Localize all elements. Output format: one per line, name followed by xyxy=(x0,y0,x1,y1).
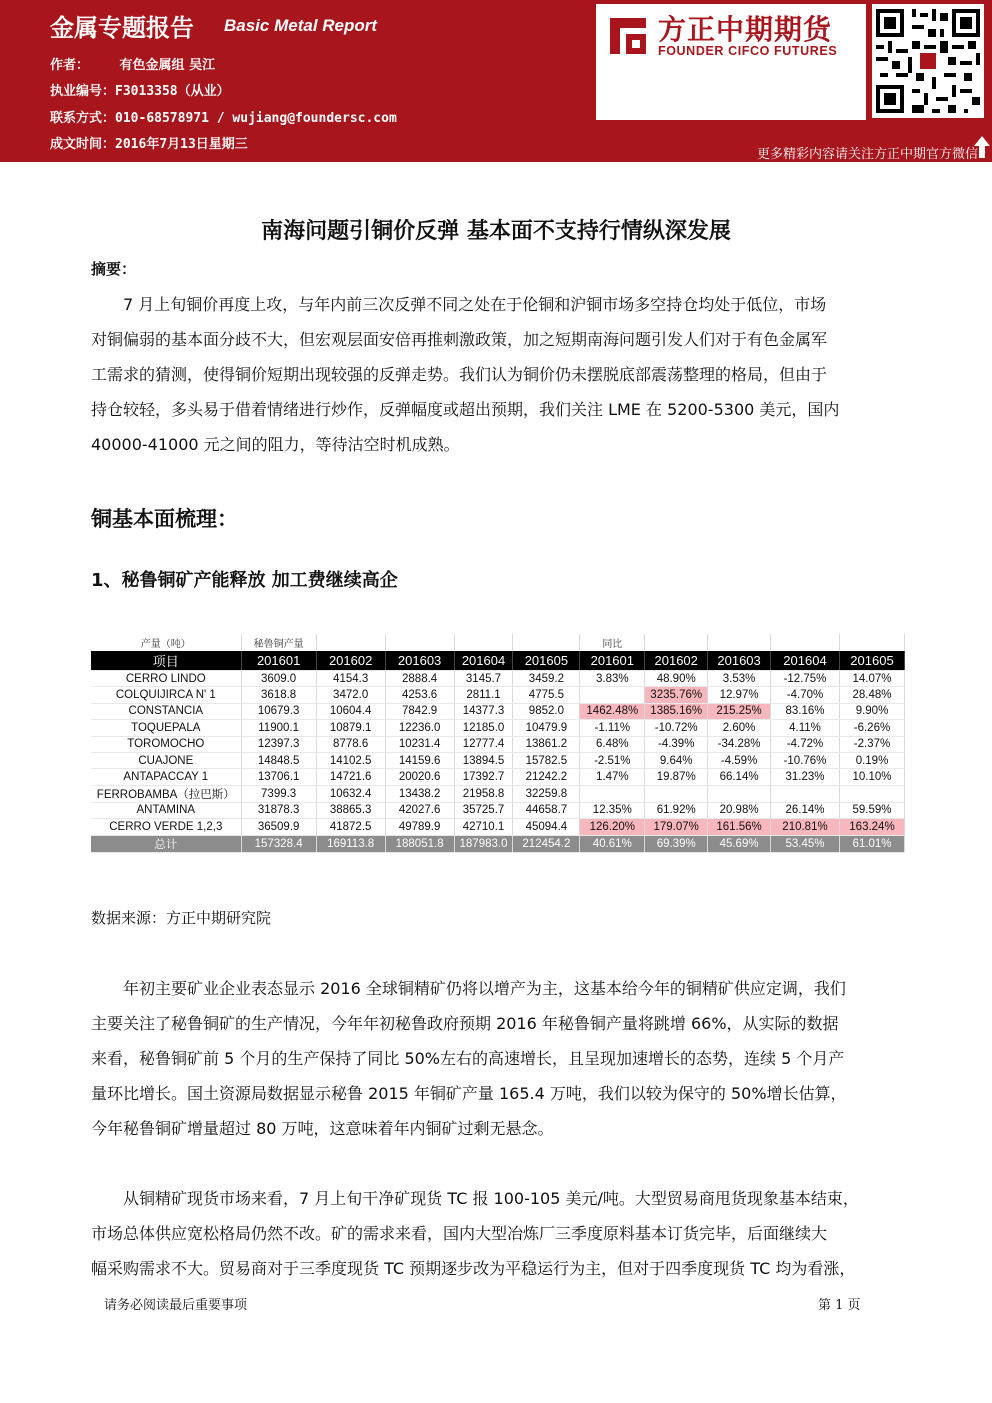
column-header: 201604 xyxy=(454,651,513,671)
table-header-row xyxy=(91,651,905,671)
table-cell: -34.28% xyxy=(708,736,771,752)
table-cell: 210.81% xyxy=(771,819,840,835)
unit-label: 产量（吨） xyxy=(91,634,241,651)
logo-english-name: FOUNDER CIFCO FUTURES xyxy=(658,44,838,58)
table-cell: 61.01% xyxy=(839,835,904,852)
column-header: 201602 xyxy=(316,651,385,671)
table-cell: 215.25% xyxy=(708,703,771,719)
table-cell: -4.72% xyxy=(771,736,840,752)
table-top-label-row xyxy=(91,634,905,651)
license-line xyxy=(50,80,230,99)
table-cell: 38865.3 xyxy=(316,802,385,818)
date-line xyxy=(50,133,248,152)
table-cell: 8778.6 xyxy=(316,736,385,752)
table-cell: 0.19% xyxy=(839,752,904,768)
date-value: 2016年7月13日星期三 xyxy=(115,137,248,152)
table-cell: -12.75% xyxy=(771,671,840,687)
arrow-up-icon xyxy=(972,134,992,160)
table-row xyxy=(91,671,905,687)
paragraph-line: 幅采购需求不大。贸易商对于三季度现货 TC 预期逐步改为平稳运行为主，但对于四季度现货 TC 均为看涨， xyxy=(91,1259,856,1278)
mine-name-cell: ANTAPACCAY 1 xyxy=(91,769,241,785)
table-cell: 10879.1 xyxy=(316,720,385,736)
table-cell: 4154.3 xyxy=(316,671,385,687)
sub-heading: 1、秘鲁铜矿产能释放 加工费继续高企 xyxy=(91,570,398,591)
table-cell: 48.90% xyxy=(645,671,708,687)
abstract-line: 对铜偏弱的基本面分歧不大，但宏观层面安倍再推刺激政策，加之短期南海问题引发人们对于有色金属军 xyxy=(91,330,828,349)
table-total-row xyxy=(91,835,905,852)
column-header: 项目 xyxy=(91,651,241,671)
table-cell: 10479.9 xyxy=(513,720,580,736)
table-cell: 2.60% xyxy=(708,720,771,736)
table-cell: 1385.16% xyxy=(645,703,708,719)
table-cell: 9.90% xyxy=(839,703,904,719)
table-cell: 10632.4 xyxy=(316,785,385,802)
contact-line xyxy=(50,107,397,126)
table-cell: 3.83% xyxy=(580,671,645,687)
table-cell: 4253.6 xyxy=(385,687,454,703)
table-cell: 3.53% xyxy=(708,671,771,687)
yoy-label: 同比 xyxy=(580,634,645,651)
logo-mark-icon xyxy=(606,14,650,58)
output-label: 秘鲁铜产量 xyxy=(241,634,316,651)
table-cell xyxy=(771,785,840,802)
table-cell: 3145.7 xyxy=(454,671,513,687)
table-cell: 45.69% xyxy=(708,835,771,852)
table-cell: 13706.1 xyxy=(241,769,316,785)
table-cell: -4.70% xyxy=(771,687,840,703)
column-header: 201602 xyxy=(645,651,708,671)
table-cell: 26.14% xyxy=(771,802,840,818)
table-cell: -10.72% xyxy=(645,720,708,736)
paragraph-line: 量环比增长。国土资源局数据显示秘鲁 2015 年铜矿产量 165.4 万吨，我们以较为保守的 50%增长估算， xyxy=(91,1084,847,1103)
table-cell: 19.87% xyxy=(645,769,708,785)
table-cell: 20020.6 xyxy=(385,769,454,785)
table-cell: 212454.2 xyxy=(513,835,580,852)
table-cell xyxy=(708,785,771,802)
license-value: F3013358（从业） xyxy=(115,84,230,99)
table-cell: 3472.0 xyxy=(316,687,385,703)
table-cell: 12.35% xyxy=(580,802,645,818)
table-cell: 44658.7 xyxy=(513,802,580,818)
table-cell: 188051.8 xyxy=(385,835,454,852)
footer-disclaimer: 请务必阅读最后重要事项 xyxy=(104,1298,248,1313)
contact-label: 联系方式： xyxy=(50,111,116,126)
table-cell: 14.07% xyxy=(839,671,904,687)
table-cell: 14159.6 xyxy=(385,752,454,768)
table-cell: 9852.0 xyxy=(513,703,580,719)
section-heading: 铜基本面梳理： xyxy=(91,507,238,531)
author-value: 有色金属组 吴江 xyxy=(119,58,216,73)
mine-name-cell: FERROBAMBA（拉巴斯） xyxy=(91,785,241,802)
table-row xyxy=(91,703,905,719)
table-row xyxy=(91,819,905,835)
follow-wechat-text: 更多精彩内容请关注方正中期官方微信 xyxy=(756,147,978,162)
table-cell: 15782.5 xyxy=(513,752,580,768)
table-cell: 61.92% xyxy=(645,802,708,818)
table-cell: 49789.9 xyxy=(385,819,454,835)
column-header: 201605 xyxy=(839,651,904,671)
table-cell: 163.24% xyxy=(839,819,904,835)
table-cell: 36509.9 xyxy=(241,819,316,835)
table-cell: 83.16% xyxy=(771,703,840,719)
table-row xyxy=(91,785,905,802)
table-cell: 66.14% xyxy=(708,769,771,785)
table-cell: -10.76% xyxy=(771,752,840,768)
table-cell: 11900.1 xyxy=(241,720,316,736)
table-cell: 3609.0 xyxy=(241,671,316,687)
table-cell: 42027.6 xyxy=(385,802,454,818)
table-row xyxy=(91,736,905,752)
table-cell: 10679.3 xyxy=(241,703,316,719)
document-title: 南海问题引铜价反弹 基本面不支持行情纵深发展 xyxy=(261,219,731,244)
paragraph-line: 年初主要矿业企业表态显示 2016 全球铜精矿仍将以增产为主，这基本给今年的铜精矿供应定调，我们 xyxy=(91,979,846,998)
table-row xyxy=(91,769,905,785)
column-header: 201601 xyxy=(241,651,316,671)
author-label: 作者： xyxy=(50,58,90,73)
mine-name-cell: CERRO VERDE 1,2,3 xyxy=(91,819,241,835)
abstract-line: 工需求的猜测，使得铜价短期出现较强的反弹走势。我们认为铜价仍未摆脱底部震荡整理的格局，但由于 xyxy=(91,365,828,384)
license-label: 执业编号： xyxy=(50,84,116,99)
table-cell: 1462.48% xyxy=(580,703,645,719)
table-cell: 10.10% xyxy=(839,769,904,785)
table-cell: -2.37% xyxy=(839,736,904,752)
table-cell: 14721.6 xyxy=(316,769,385,785)
contact-value: 010-68578971 / wujiang@foundersc.com xyxy=(115,111,397,126)
peru-copper-output-table xyxy=(91,634,905,853)
table-cell: 69.39% xyxy=(645,835,708,852)
table-cell: 总计 xyxy=(91,835,241,852)
table-cell: 35725.7 xyxy=(454,802,513,818)
table-cell: 14377.3 xyxy=(454,703,513,719)
paragraph-line: 主要关注了秘鲁铜矿的生产情况，今年年初秘鲁政府预期 2016 年秘鲁铜产量将跳增 66%，从实际的数据 xyxy=(91,1014,839,1033)
paragraph-line: 从铜精矿现货市场来看，7 月上旬干净矿现货 TC 报 100-105 美元/吨。大型贸易商甩货现象基本结束， xyxy=(91,1189,859,1208)
table-cell: 13438.2 xyxy=(385,785,454,802)
table-cell xyxy=(839,785,904,802)
mine-name-cell: COLQUIJIRCA N' 1 xyxy=(91,687,241,703)
table-cell: 41872.5 xyxy=(316,819,385,835)
table-cell: 7399.3 xyxy=(241,785,316,802)
table-cell: 28.48% xyxy=(839,687,904,703)
mine-name-cell: TOROMOCHO xyxy=(91,736,241,752)
author-line xyxy=(50,54,215,73)
abstract-paragraph xyxy=(91,287,903,462)
table-cell: 17392.7 xyxy=(454,769,513,785)
table-cell: -1.11% xyxy=(580,720,645,736)
table-cell: 10604.4 xyxy=(316,703,385,719)
table-cell: 21242.2 xyxy=(513,769,580,785)
report-type-subtitle: Basic Metal Report xyxy=(224,16,378,35)
report-header xyxy=(0,0,992,162)
table-cell: 7842.9 xyxy=(385,703,454,719)
table-cell: 31.23% xyxy=(771,769,840,785)
data-source-note: 数据来源：方正中期研究院 xyxy=(91,909,272,927)
table-cell: 12777.4 xyxy=(454,736,513,752)
table-cell: 3618.8 xyxy=(241,687,316,703)
mine-name-cell: TOQUEPALA xyxy=(91,720,241,736)
paragraph-line: 市场总体供应宽松格局仍然不改。矿的需求来看，国内大型冶炼厂三季度原料基本订货完毕，后面继续大 xyxy=(91,1224,828,1243)
table-cell xyxy=(580,687,645,703)
table-cell: 59.59% xyxy=(839,802,904,818)
table-cell: 187983.0 xyxy=(454,835,513,852)
table-cell: 12236.0 xyxy=(385,720,454,736)
column-header: 201603 xyxy=(385,651,454,671)
table-cell: -4.59% xyxy=(708,752,771,768)
table-cell: -2.51% xyxy=(580,752,645,768)
table-cell: 45094.4 xyxy=(513,819,580,835)
table-cell: 126.20% xyxy=(580,819,645,835)
table-cell: 179.07% xyxy=(645,819,708,835)
table-cell: 161.56% xyxy=(708,819,771,835)
company-logo xyxy=(596,4,866,120)
mine-name-cell: ANTAMINA xyxy=(91,802,241,818)
table-cell: 12185.0 xyxy=(454,720,513,736)
table-row xyxy=(91,720,905,736)
mine-name-cell: CERRO LINDO xyxy=(91,671,241,687)
paragraph-line: 今年秘鲁铜矿增量超过 80 万吨，这意味着年内铜矿过剩无悬念。 xyxy=(91,1119,554,1138)
table-cell: 12397.3 xyxy=(241,736,316,752)
table-cell: 32259.8 xyxy=(513,785,580,802)
table-cell: -4.39% xyxy=(645,736,708,752)
table-cell xyxy=(645,785,708,802)
page-number: 第 1 页 xyxy=(818,1298,861,1313)
table-cell: -6.26% xyxy=(839,720,904,736)
table-cell: 31878.3 xyxy=(241,802,316,818)
body-paragraph-1 xyxy=(91,971,903,1146)
table-cell: 3459.2 xyxy=(513,671,580,687)
table-cell: 157328.4 xyxy=(241,835,316,852)
table-cell: 4775.5 xyxy=(513,687,580,703)
abstract-line: 40000-41000 元之间的阻力，等待沽空时机成熟。 xyxy=(91,435,460,454)
table-cell: 12.97% xyxy=(708,687,771,703)
table-cell: 9.64% xyxy=(645,752,708,768)
table-cell: 42710.1 xyxy=(454,819,513,835)
table-cell: 169113.8 xyxy=(316,835,385,852)
column-header: 201605 xyxy=(513,651,580,671)
table-cell: 21958.8 xyxy=(454,785,513,802)
wechat-qr-code-icon xyxy=(872,4,984,118)
column-header: 201603 xyxy=(708,651,771,671)
paragraph-line: 来看，秘鲁铜矿前 5 个月的生产保持了同比 50%左右的高速增长，且呈现加速增长的态势，连续 5 个月产 xyxy=(91,1049,845,1068)
abstract-line: 7 月上旬铜价再度上攻，与年内前三次反弹不同之处在于伦铜和沪铜市场多空持仓均处于低位，市场 xyxy=(91,295,827,314)
table-row xyxy=(91,802,905,818)
abstract-line: 持仓较轻，多头易于借着情绪进行炒作，反弹幅度或超出预期，我们关注 LME 在 5200-5300 美元，国内 xyxy=(91,400,840,419)
table-cell: 2888.4 xyxy=(385,671,454,687)
table-cell: 3235.76% xyxy=(645,687,708,703)
table-row xyxy=(91,687,905,703)
table-cell: 20.98% xyxy=(708,802,771,818)
column-header: 201601 xyxy=(580,651,645,671)
table-cell: 14102.5 xyxy=(316,752,385,768)
table-cell: 40.61% xyxy=(580,835,645,852)
table-cell: 1.47% xyxy=(580,769,645,785)
table-cell: 6.48% xyxy=(580,736,645,752)
logo-chinese-name: 方正中期期货 xyxy=(658,13,833,46)
body-paragraph-2 xyxy=(91,1181,903,1286)
table-cell: 2811.1 xyxy=(454,687,513,703)
table-cell: 14848.5 xyxy=(241,752,316,768)
column-header: 201604 xyxy=(771,651,840,671)
abstract-label: 摘要： xyxy=(91,260,137,278)
mine-name-cell: CUAJONE xyxy=(91,752,241,768)
table-cell xyxy=(580,785,645,802)
table-cell: 13894.5 xyxy=(454,752,513,768)
mine-name-cell: CONSTANCIA xyxy=(91,703,241,719)
table-row xyxy=(91,752,905,768)
table-cell: 13861.2 xyxy=(513,736,580,752)
table-cell: 4.11% xyxy=(771,720,840,736)
date-label: 成文时间： xyxy=(50,137,116,152)
table-cell: 10231.4 xyxy=(385,736,454,752)
report-type-title: 金属专题报告 xyxy=(50,14,194,42)
table-cell: 53.45% xyxy=(771,835,840,852)
